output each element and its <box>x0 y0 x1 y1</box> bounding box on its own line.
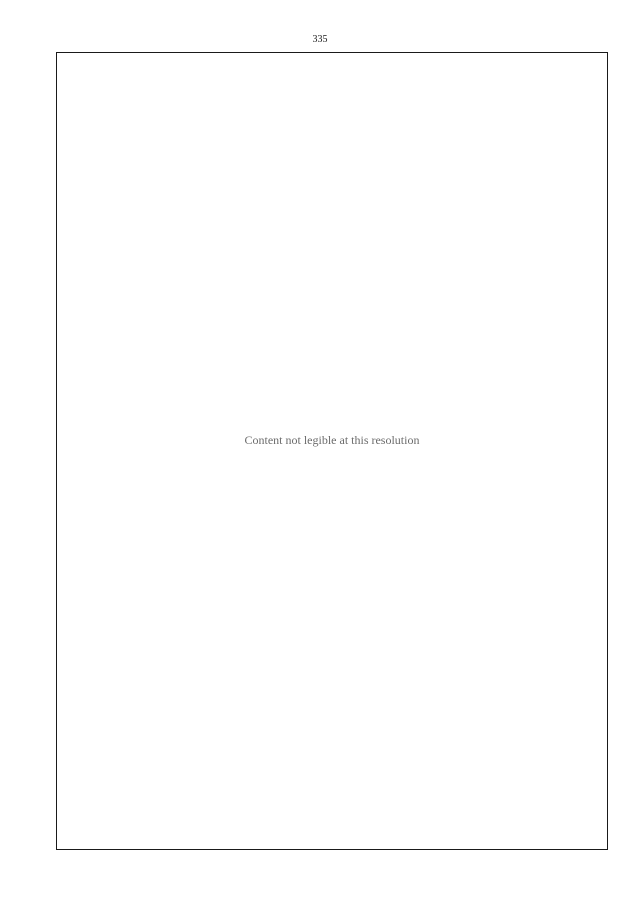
document-table <box>56 52 608 850</box>
page-number: 335 <box>312 34 328 45</box>
placeholder-note: Content not legible at this resolution <box>244 433 420 447</box>
